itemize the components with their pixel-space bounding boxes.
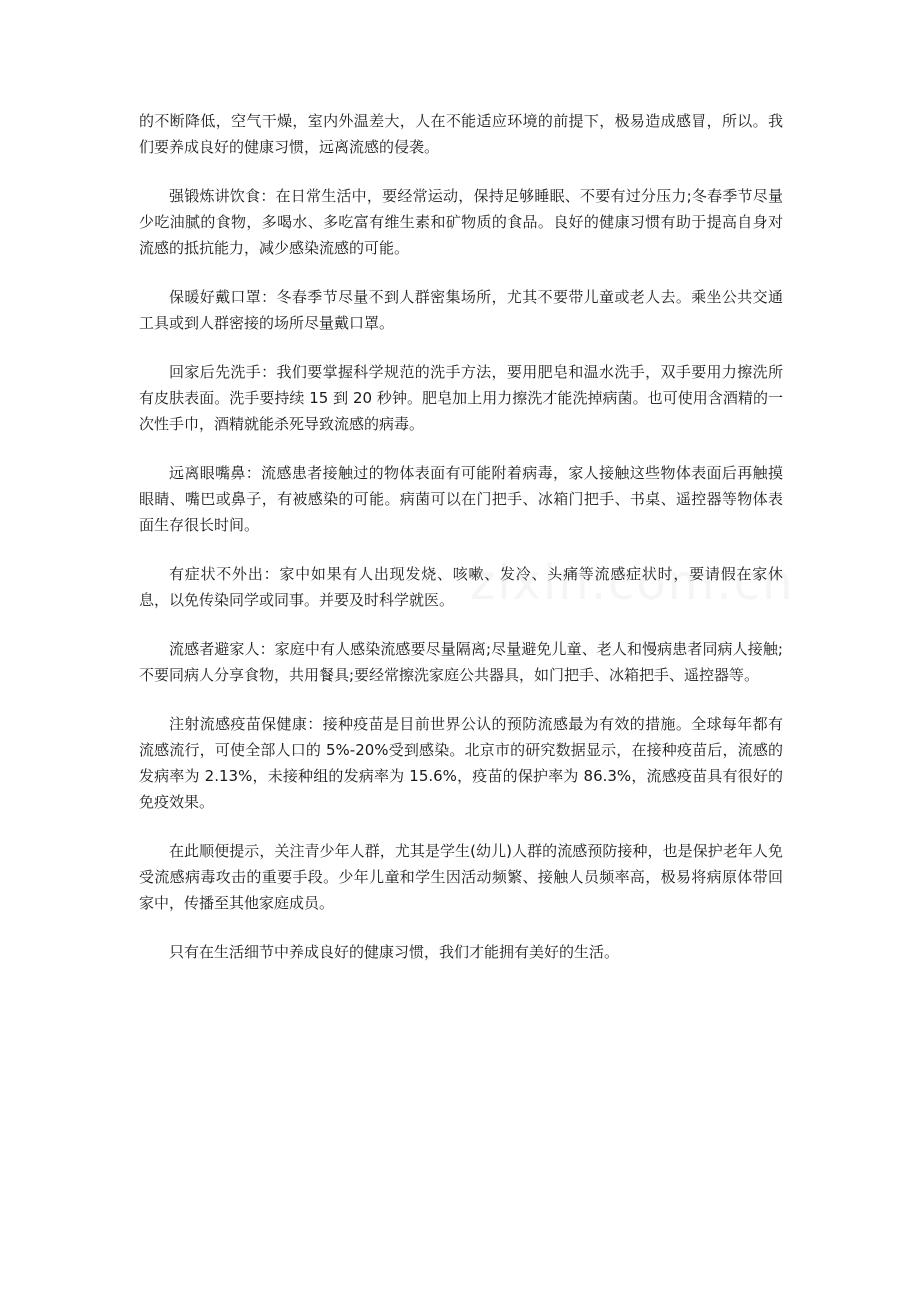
paragraph-intro: 的不断降低，空气干燥，室内外温差大，人在不能适应环境的前提下，极易造成感冒，所以。我们要养成良好的健康习惯，远离流感的侵袭。 (139, 112, 783, 156)
paragraph-wash-hands: 回家后先洗手：我们要掌握科学规范的洗手方法，要用肥皂和温水洗手，双手要用力擦洗所有皮肤表面。洗手要持续 15 到 20 秒钟。肥皂加上用力擦洗才能洗掉病菌。也可使用含酒精的一次性手巾，酒精就能杀死导致流感的病毒。 (139, 363, 783, 433)
paragraph-avoid-face: 远离眼嘴鼻：流感患者接触过的物体表面有可能附着病毒，家人接触这些物体表面后再触摸眼睛、嘴巴或鼻子，有被感染的可能。病菌可以在门把手、冰箱门把手、书桌、遥控器等物体表面生存很长时间。 (139, 464, 783, 534)
paragraph-stay-home: 有症状不外出：家中如果有人出现发烧、咳嗽、发冷、头痛等流感症状时，要请假在家休息，以免传染同学或同事。并要及时科学就医。 (139, 565, 783, 609)
document-body (139, 108, 783, 988)
paragraph-conclusion: 只有在生活细节中养成良好的健康习惯，我们才能拥有美好的生活。 (169, 943, 620, 961)
paragraph-isolate: 流感者避家人：家庭中有人感染流感要尽量隔离;尽量避免儿童、老人和慢病患者同病人接触;不要同病人分享食物，共用餐具;要经常擦洗家庭公共器具，如门把手、冰箱把手、遥控器等。 (139, 640, 783, 684)
paragraph-youth-vaccination: 在此顺便提示，关注青少年人群，尤其是学生(幼儿)人群的流感预防接种，也是保护老年人免受流感病毒攻击的重要手段。少年儿童和学生因活动频繁、接触人员频率高，极易将病原体带回家中，传播至其他家庭成员。 (139, 842, 783, 912)
paragraph-exercise-diet: 强锻炼讲饮食：在日常生活中，要经常运动，保持足够睡眠、不要有过分压力;冬春季节尽量少吃油腻的食物，多喝水、多吃富有维生素和矿物质的食品。良好的健康习惯有助于提高自身对流感的抵抗能力，减少感染流感的可能。 (139, 187, 783, 257)
paragraph-vaccine: 注射流感疫苗保健康：接种疫苗是目前世界公认的预防流感最为有效的措施。全球每年都有流感流行，可使全部人口的 5%-20%受到感染。北京市的研究数据显示，在接种疫苗后，流感的发病率为 2.13%，未接种组的发病率为 15.6%，疫苗的保护率为 86.3%，流感疫苗具有很好的免疫效果。 (139, 715, 783, 811)
paragraph-warmth-mask: 保暖好戴口罩：冬春季节尽量不到人群密集场所，尤其不要带儿童或老人去。乘坐公共交通工具或到人群密接的场所尽量戴口罩。 (139, 288, 783, 332)
